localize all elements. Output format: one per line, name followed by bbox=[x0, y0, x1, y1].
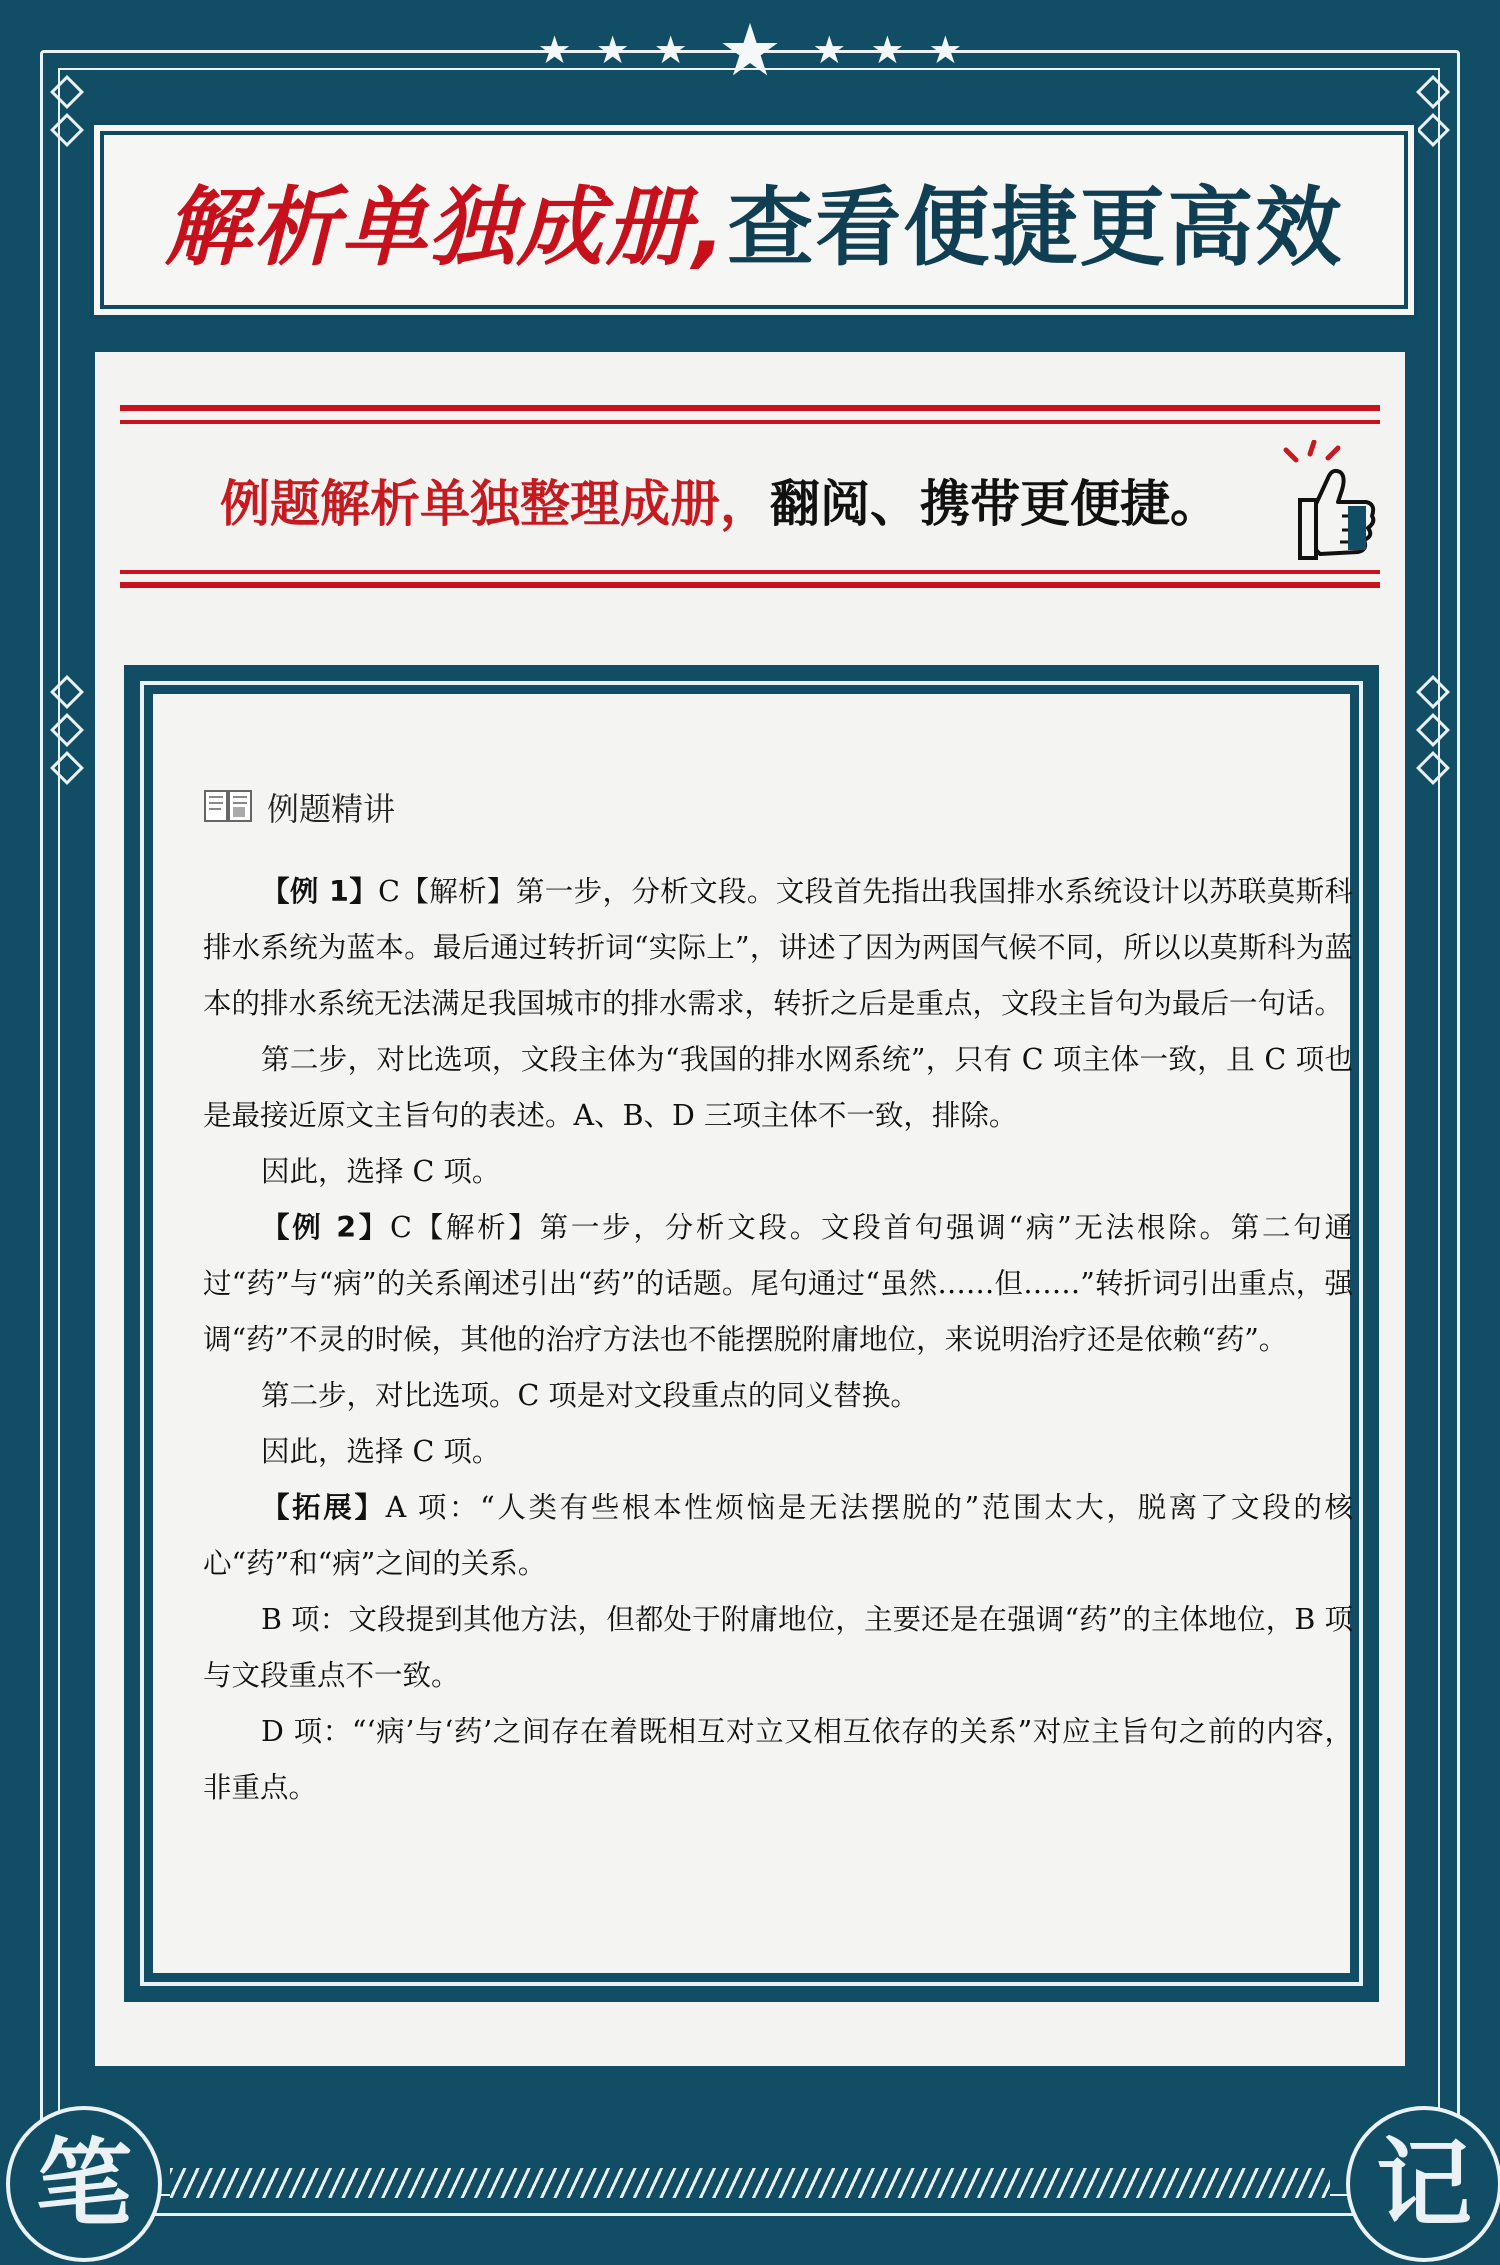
page-title bbox=[104, 135, 1404, 305]
title-dark: 查看便捷更高效 bbox=[727, 178, 1344, 278]
seal-right bbox=[1346, 2106, 1500, 2262]
example-2-body: C【解析】第一步，分析文段。文段首句强调“病”无法根除。第二句通过“药”与“病”的关系阐述引出“药”的话题。尾句通过“虽然……但……”转折词引出重点，强调“药”不灵的时候，其他的治疗方法也不能摆脱附庸地位，来说明治疗还是依赖“药”。 bbox=[203, 1211, 1353, 1356]
bottom-hatch-bar bbox=[170, 2168, 1330, 2198]
star-icon: ★ bbox=[595, 28, 630, 72]
card-body bbox=[150, 691, 1353, 1976]
example-1-body: C【解析】第一步，分析文段。文段首先指出我国排水系统设计以苏联莫斯科排水系统为蓝本。最后通过转折词“实际上”，讲述了因为两国气候不同，所以以莫斯科为蓝本的排水系统无法满足我国城市的排水需求，转折之后是重点，文段主旨句为最后一句话。 bbox=[203, 875, 1353, 1020]
extension-a bbox=[203, 1480, 1353, 1592]
thumbs-up-icon bbox=[1270, 440, 1380, 570]
extension-a-body: A 项：“人类有些根本性烦恼是无法摆脱的”范围太大，脱离了文段的核心“药”和“病”之间的关系。 bbox=[203, 1491, 1353, 1580]
example-2-step2: 第二步，对比选项。C 项是对文段重点的同义替换。 bbox=[261, 1379, 919, 1412]
star-icon: ★ bbox=[717, 8, 783, 92]
example-1-answer: 因此，选择 C 项。 bbox=[261, 1155, 501, 1188]
star-icon: ★ bbox=[537, 28, 572, 72]
star-icon: ★ bbox=[870, 28, 905, 72]
example-1-tag: 【例 1】 bbox=[261, 875, 379, 908]
example-2-tag: 【例 2】 bbox=[261, 1211, 391, 1244]
title-red: 解析单独成册, bbox=[164, 178, 728, 278]
star-icon: ★ bbox=[653, 28, 688, 72]
seal-left-char: 笔 bbox=[36, 2128, 132, 2240]
star-icon: ★ bbox=[812, 28, 847, 72]
seal-left bbox=[6, 2106, 162, 2262]
left-diamonds-mid bbox=[52, 670, 82, 794]
seal-right-char: 记 bbox=[1376, 2128, 1472, 2240]
example-2-analysis bbox=[203, 1200, 1353, 1368]
star-icon: ★ bbox=[928, 28, 963, 72]
left-diamonds-top bbox=[52, 70, 82, 156]
example-1-analysis bbox=[203, 864, 1353, 1032]
star-row bbox=[0, 8, 1500, 92]
section-heading-text: 例题精讲 bbox=[267, 790, 396, 828]
right-diamonds-mid bbox=[1418, 670, 1448, 794]
section-heading bbox=[203, 784, 1353, 830]
red-stripe bbox=[120, 405, 1380, 411]
example-card bbox=[124, 665, 1379, 2002]
example-2-answer: 因此，选择 C 项。 bbox=[261, 1435, 501, 1468]
book-icon bbox=[203, 787, 253, 827]
title-banner bbox=[100, 131, 1408, 309]
card-content bbox=[203, 784, 1353, 1816]
subtitle bbox=[120, 440, 1320, 560]
red-stripe bbox=[120, 420, 1380, 424]
extension-tag: 【拓展】 bbox=[261, 1491, 386, 1524]
subtitle-black: 翻阅、携带更便捷。 bbox=[770, 474, 1220, 533]
red-stripe bbox=[120, 570, 1380, 574]
subtitle-red: 例题解析单独整理成册， bbox=[220, 474, 770, 533]
right-diamonds-top bbox=[1418, 70, 1448, 156]
extension-b: B 项：文段提到其他方法，但都处于附庸地位，主要还是在强调“药”的主体地位，B 项与文段重点不一致。 bbox=[203, 1603, 1353, 1692]
extension-d: D 项：“‘病’与‘药’之间存在着既相互对立又相互依存的关系”对应主旨句之前的内容，非重点。 bbox=[203, 1715, 1353, 1804]
example-1-step2: 第二步，对比选项，文段主体为“我国的排水网系统”，只有 C 项主体一致，且 C 项也是最接近原文主旨句的表述。A、B、D 三项主体不一致，排除。 bbox=[203, 1043, 1353, 1132]
red-stripe bbox=[120, 582, 1380, 588]
